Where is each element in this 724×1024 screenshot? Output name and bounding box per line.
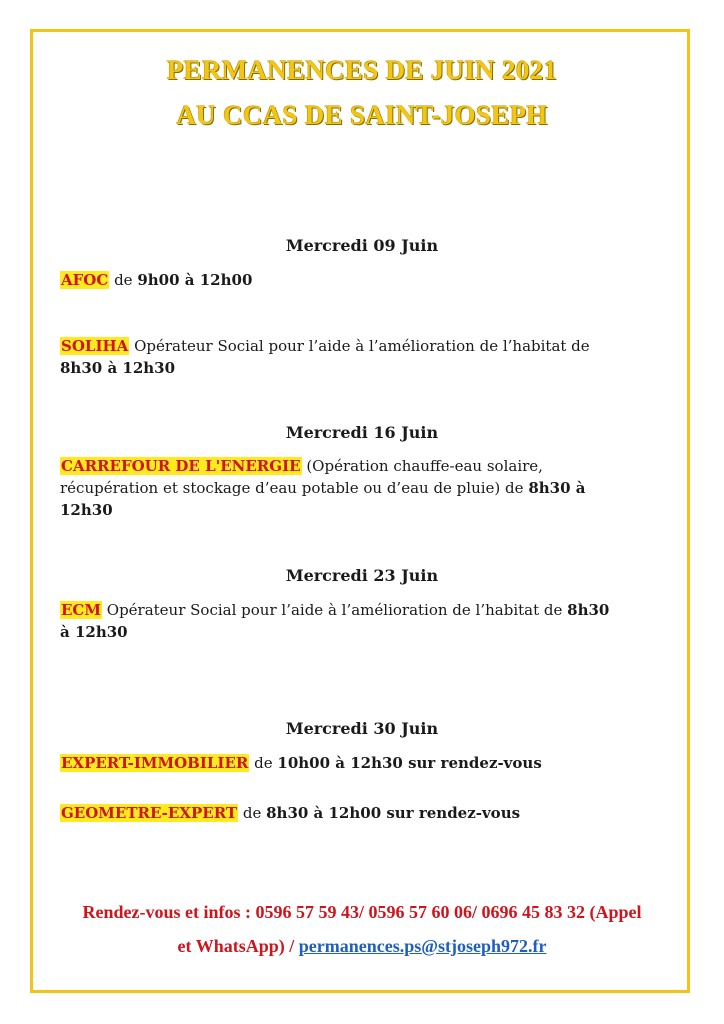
entry-expert-immobilier-time: 10h00 à 12h30 sur rendez-vous: [277, 754, 542, 772]
entry-carrefour-time-a: 8h30 à: [528, 479, 586, 497]
day-heading-30: Mercredi 30 Juin: [285, 719, 439, 738]
entry-carrefour-text-2: récupération et stockage d’eau potable ou d’eau de pluie) de: [60, 479, 524, 497]
entry-carrefour: [60, 455, 668, 521]
entry-soliha-text: Opérateur Social pour l’aide à l’amélioration de l’habitat de: [134, 337, 590, 355]
entry-carrefour-text-1: (Opération chauffe-eau solaire,: [306, 457, 543, 475]
title-line-2: AU CCAS DE SAINT-JOSEPH: [176, 100, 548, 130]
entry-ecm-time-b: à 12h30: [60, 623, 128, 641]
entry-geometre-expert-text: de: [242, 804, 262, 822]
entry-afoc-time: 9h00 à 12h00: [137, 271, 253, 289]
day-heading-09: Mercredi 09 Juin: [285, 236, 439, 255]
entry-afoc-text: de: [114, 271, 133, 289]
org-soliha: SOLIHA: [61, 337, 129, 355]
org-ecm: ECM: [61, 601, 101, 619]
contact-info: [0, 895, 724, 963]
org-afoc: AFOC: [61, 271, 109, 289]
org-expert-immobilier: EXPERT-IMMOBILIER: [61, 754, 249, 772]
entry-geometre-expert-time: 8h30 à 12h00 sur rendez-vous: [266, 804, 521, 822]
contact-line-1: Rendez-vous et infos : 0596 57 59 43/ 0596 57 60 06/ 0696 45 83 32 (Appel: [82, 902, 642, 922]
entry-soliha-time: 8h30 à 12h30: [60, 359, 176, 377]
entry-afoc: [60, 269, 668, 291]
entry-expert-immobilier-text: de: [254, 754, 273, 772]
title-line-1: PERMANENCES DE JUIN 2021: [166, 55, 558, 85]
contact-line-2: et WhatsApp) /: [177, 936, 295, 956]
org-carrefour-energie: CARREFOUR DE L'ENERGIE: [61, 457, 301, 475]
entry-ecm: [60, 599, 668, 643]
day-heading-23: Mercredi 23 Juin: [285, 566, 439, 585]
org-geometre-expert: GEOMETRE-EXPERT: [61, 804, 238, 822]
entry-geometre-expert: [60, 802, 668, 824]
entry-ecm-time-a: 8h30: [567, 601, 610, 619]
entry-soliha: [60, 335, 668, 379]
day-heading-16: Mercredi 16 Juin: [285, 423, 439, 442]
entry-expert-immobilier: [60, 752, 668, 774]
entry-carrefour-time-b: 12h30: [60, 501, 113, 519]
entry-ecm-text: Opérateur Social pour l’aide à l’amélioration de l’habitat de: [106, 601, 563, 619]
email-link[interactable]: permanences.ps@stjoseph972.fr: [298, 936, 547, 956]
